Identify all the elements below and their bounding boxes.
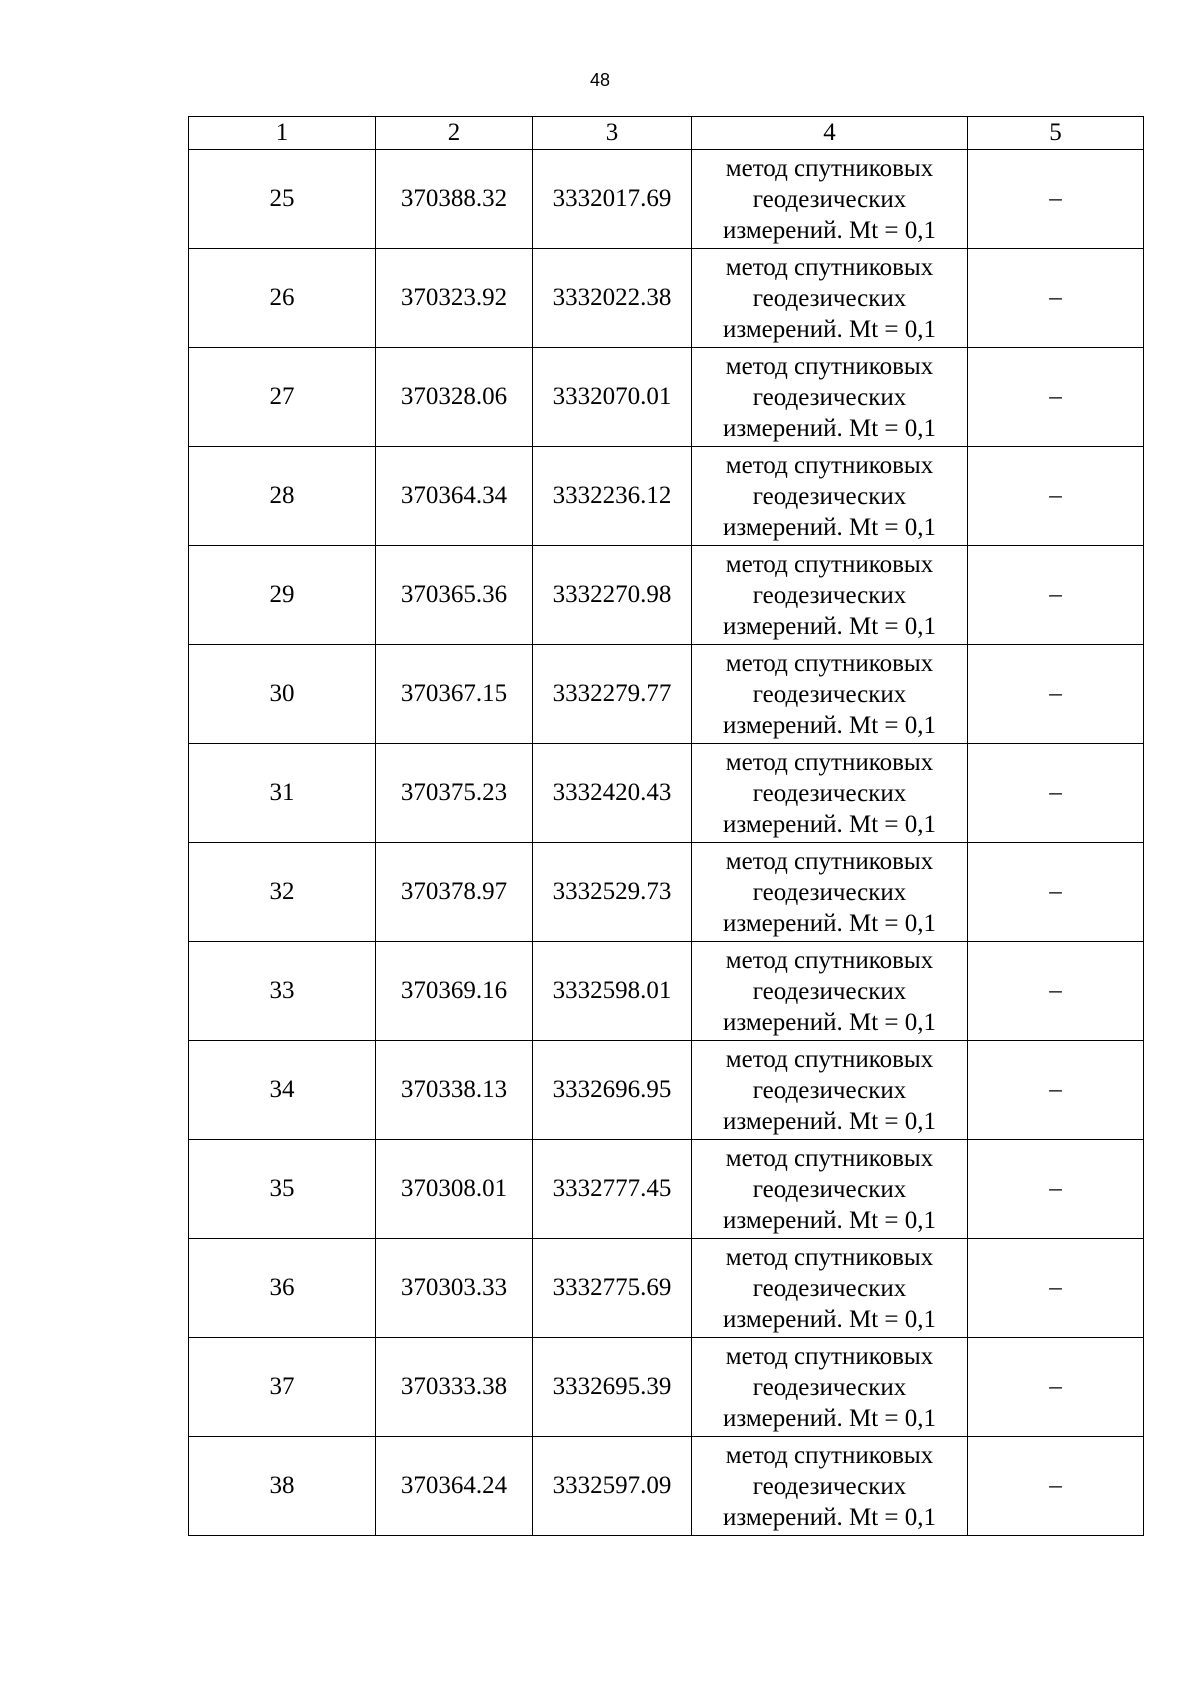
x-coordinate-cell: 370323.92 bbox=[376, 249, 533, 348]
note-cell: – bbox=[968, 150, 1144, 249]
x-coordinate-cell: 370369.16 bbox=[376, 942, 533, 1041]
method-line: геодезических bbox=[752, 1472, 907, 1500]
method-line: геодезических bbox=[752, 977, 907, 1005]
table-row bbox=[189, 348, 1144, 447]
note-cell: – bbox=[968, 942, 1144, 1041]
method-line: геодезических bbox=[752, 581, 907, 609]
y-coordinate-cell: 3332420.43 bbox=[533, 744, 692, 843]
table-row bbox=[189, 744, 1144, 843]
method-line: геодезических bbox=[752, 1373, 907, 1401]
table-row bbox=[189, 1041, 1144, 1140]
method-line: метод спутниковых bbox=[725, 253, 934, 281]
method-line: метод спутниковых bbox=[725, 352, 934, 380]
note-cell: – bbox=[968, 1140, 1144, 1239]
method-line: геодезических bbox=[752, 383, 907, 411]
x-coordinate-cell: 370367.15 bbox=[376, 645, 533, 744]
method-cell bbox=[692, 249, 968, 348]
method-line: метод спутниковых bbox=[725, 1342, 934, 1370]
note-cell: – bbox=[968, 546, 1144, 645]
point-number-cell: 34 bbox=[189, 1041, 376, 1140]
x-coordinate-cell: 370388.32 bbox=[376, 150, 533, 249]
method-cell bbox=[692, 447, 968, 546]
method-line: геодезических bbox=[752, 185, 907, 213]
note-cell: – bbox=[968, 744, 1144, 843]
column-header-5: 5 bbox=[968, 117, 1144, 150]
note-cell: – bbox=[968, 645, 1144, 744]
note-cell: – bbox=[968, 249, 1144, 348]
method-line: геодезических bbox=[752, 284, 907, 312]
method-cell bbox=[692, 744, 968, 843]
method-line: измерений. Mt = 0,1 bbox=[722, 1305, 937, 1333]
table-row bbox=[189, 447, 1144, 546]
y-coordinate-cell: 3332775.69 bbox=[533, 1239, 692, 1338]
method-line: метод спутниковых bbox=[725, 1441, 934, 1469]
point-number-cell: 28 bbox=[189, 447, 376, 546]
method-line: геодезических bbox=[752, 482, 907, 510]
method-line: измерений. Mt = 0,1 bbox=[722, 513, 937, 541]
method-cell bbox=[692, 843, 968, 942]
method-cell bbox=[692, 348, 968, 447]
point-number-cell: 26 bbox=[189, 249, 376, 348]
y-coordinate-cell: 3332598.01 bbox=[533, 942, 692, 1041]
table-row bbox=[189, 1239, 1144, 1338]
column-header-3: 3 bbox=[533, 117, 692, 150]
method-line: измерений. Mt = 0,1 bbox=[722, 315, 937, 343]
method-line: измерений. Mt = 0,1 bbox=[722, 612, 937, 640]
point-number-cell: 27 bbox=[189, 348, 376, 447]
point-number-cell: 37 bbox=[189, 1338, 376, 1437]
method-line: измерений. Mt = 0,1 bbox=[722, 414, 937, 442]
page-number: 48 bbox=[589, 70, 611, 90]
method-line: измерений. Mt = 0,1 bbox=[722, 216, 937, 244]
method-cell bbox=[692, 1239, 968, 1338]
method-line: геодезических bbox=[752, 878, 907, 906]
point-number-cell: 35 bbox=[189, 1140, 376, 1239]
y-coordinate-cell: 3332597.09 bbox=[533, 1437, 692, 1536]
y-coordinate-cell: 3332070.01 bbox=[533, 348, 692, 447]
method-line: измерений. Mt = 0,1 bbox=[722, 909, 937, 937]
header-row bbox=[189, 117, 1144, 150]
method-line: геодезических bbox=[752, 1076, 907, 1104]
method-line: метод спутниковых bbox=[725, 1144, 934, 1172]
y-coordinate-cell: 3332529.73 bbox=[533, 843, 692, 942]
y-coordinate-cell: 3332022.38 bbox=[533, 249, 692, 348]
note-cell: – bbox=[968, 1437, 1144, 1536]
method-cell bbox=[692, 1338, 968, 1437]
x-coordinate-cell: 370364.24 bbox=[376, 1437, 533, 1536]
x-coordinate-cell: 370308.01 bbox=[376, 1140, 533, 1239]
point-number-cell: 38 bbox=[189, 1437, 376, 1536]
table-row bbox=[189, 1140, 1144, 1239]
method-line: метод спутниковых bbox=[725, 451, 934, 479]
method-cell bbox=[692, 1041, 968, 1140]
table-row bbox=[189, 843, 1144, 942]
table-row bbox=[189, 942, 1144, 1041]
note-cell: – bbox=[968, 447, 1144, 546]
method-line: метод спутниковых bbox=[725, 748, 934, 776]
point-number-cell: 32 bbox=[189, 843, 376, 942]
column-header-1: 1 bbox=[189, 117, 376, 150]
method-line: измерений. Mt = 0,1 bbox=[722, 1206, 937, 1234]
x-coordinate-cell: 370378.97 bbox=[376, 843, 533, 942]
note-cell: – bbox=[968, 1239, 1144, 1338]
column-header-4: 4 bbox=[692, 117, 968, 150]
table-row bbox=[189, 546, 1144, 645]
method-line: метод спутниковых bbox=[725, 550, 934, 578]
method-cell bbox=[692, 1140, 968, 1239]
method-line: метод спутниковых bbox=[725, 1045, 934, 1073]
note-cell: – bbox=[968, 843, 1144, 942]
method-line: метод спутниковых bbox=[725, 649, 934, 677]
point-number-cell: 31 bbox=[189, 744, 376, 843]
table-row bbox=[189, 1338, 1144, 1437]
method-cell bbox=[692, 645, 968, 744]
y-coordinate-cell: 3332279.77 bbox=[533, 645, 692, 744]
coordinates-table bbox=[188, 116, 1144, 1536]
note-cell: – bbox=[968, 1041, 1144, 1140]
table-header bbox=[189, 117, 1144, 150]
column-header-2: 2 bbox=[376, 117, 533, 150]
point-number-cell: 36 bbox=[189, 1239, 376, 1338]
method-line: измерений. Mt = 0,1 bbox=[722, 1404, 937, 1432]
point-number-cell: 29 bbox=[189, 546, 376, 645]
method-cell bbox=[692, 546, 968, 645]
method-cell bbox=[692, 150, 968, 249]
note-cell: – bbox=[968, 1338, 1144, 1437]
method-cell bbox=[692, 1437, 968, 1536]
method-line: измерений. Mt = 0,1 bbox=[722, 810, 937, 838]
table-row bbox=[189, 249, 1144, 348]
x-coordinate-cell: 370364.34 bbox=[376, 447, 533, 546]
method-line: геодезических bbox=[752, 1175, 907, 1203]
x-coordinate-cell: 370303.33 bbox=[376, 1239, 533, 1338]
table-body bbox=[189, 150, 1144, 1536]
method-line: метод спутниковых bbox=[725, 154, 934, 182]
x-coordinate-cell: 370365.36 bbox=[376, 546, 533, 645]
point-number-cell: 33 bbox=[189, 942, 376, 1041]
method-line: измерений. Mt = 0,1 bbox=[722, 1503, 937, 1531]
note-cell: – bbox=[968, 348, 1144, 447]
y-coordinate-cell: 3332696.95 bbox=[533, 1041, 692, 1140]
point-number-cell: 30 bbox=[189, 645, 376, 744]
method-line: измерений. Mt = 0,1 bbox=[722, 1107, 937, 1135]
method-line: геодезических bbox=[752, 1274, 907, 1302]
y-coordinate-cell: 3332270.98 bbox=[533, 546, 692, 645]
x-coordinate-cell: 370328.06 bbox=[376, 348, 533, 447]
table-row bbox=[189, 150, 1144, 249]
method-line: метод спутниковых bbox=[725, 847, 934, 875]
point-number-cell: 25 bbox=[189, 150, 376, 249]
method-line: геодезических bbox=[752, 680, 907, 708]
table-row bbox=[189, 1437, 1144, 1536]
x-coordinate-cell: 370333.38 bbox=[376, 1338, 533, 1437]
method-line: метод спутниковых bbox=[725, 1243, 934, 1271]
method-line: измерений. Mt = 0,1 bbox=[722, 711, 937, 739]
y-coordinate-cell: 3332017.69 bbox=[533, 150, 692, 249]
method-line: геодезических bbox=[752, 779, 907, 807]
y-coordinate-cell: 3332236.12 bbox=[533, 447, 692, 546]
x-coordinate-cell: 370338.13 bbox=[376, 1041, 533, 1140]
method-line: метод спутниковых bbox=[725, 946, 934, 974]
method-cell bbox=[692, 942, 968, 1041]
table-row bbox=[189, 645, 1144, 744]
y-coordinate-cell: 3332695.39 bbox=[533, 1338, 692, 1437]
method-line: измерений. Mt = 0,1 bbox=[722, 1008, 937, 1036]
y-coordinate-cell: 3332777.45 bbox=[533, 1140, 692, 1239]
x-coordinate-cell: 370375.23 bbox=[376, 744, 533, 843]
